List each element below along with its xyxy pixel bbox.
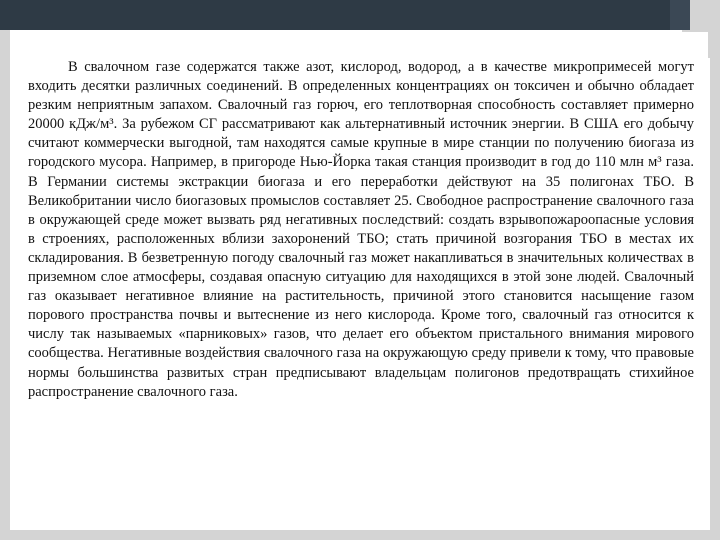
body-paragraph: В свалочном газе содержатся также азот, кислород, водород, а в качестве микропримесей могут входить десятки различных соединений. В определенных концентрациях он токсичен и обычно обладает резким неприятным запахом. Свалочный газ горюч, его теплотворная способность составляет примерно 20000 кДж/м³. За рубежом СГ рассматривают как альтернативный источник энергии. В США его добычу считают коммерчески выгодной, там находятся самые крупные в мире станции по получению биогаза из городского мусора. Например, в пригороде Нью-Йорка такая станция производит в год до 110 млн м³ газа. В Германии системы экстракции биогаза и его переработки действуют на 35 полигонах ТБО. В Великобритании число биогазовых промыслов составляет 25. Свободное распространение свалочного газа в окружающей среде может вызвать ряд негативных последствий: создать взрывопожароопасные условия в строениях, расположенных вблизи захоронений ТБО; стать причиной возгорания ТБО в местах их складирования. В безветренную погоду свалочный газ может накапливаться в значительных количествах в приземном слое атмосферы, создавая опасную ситуацию для находящихся в этой зоне людей. Свалочный газ оказывает негативное влияние на растительность, причиной этого становится насыщение газом порового пространства почвы и вытеснение из него кислорода. Кроме того, свалочный газ относится к числу так называемых «парниковых» газов, что делает его объектом пристального внимания мирового сообщества. Негативные воздействия свалочного газа на окружающую среду привели к тому, что правовые нормы большинства развитых стран предписывают владельцам полигонов предотвращать стихийное распространение свалочного газа. xyxy=(28,59,694,400)
slide-top-band xyxy=(0,0,720,30)
slide-canvas xyxy=(10,30,710,530)
corner-decoration xyxy=(682,30,710,58)
slide-header-bar xyxy=(0,0,690,30)
